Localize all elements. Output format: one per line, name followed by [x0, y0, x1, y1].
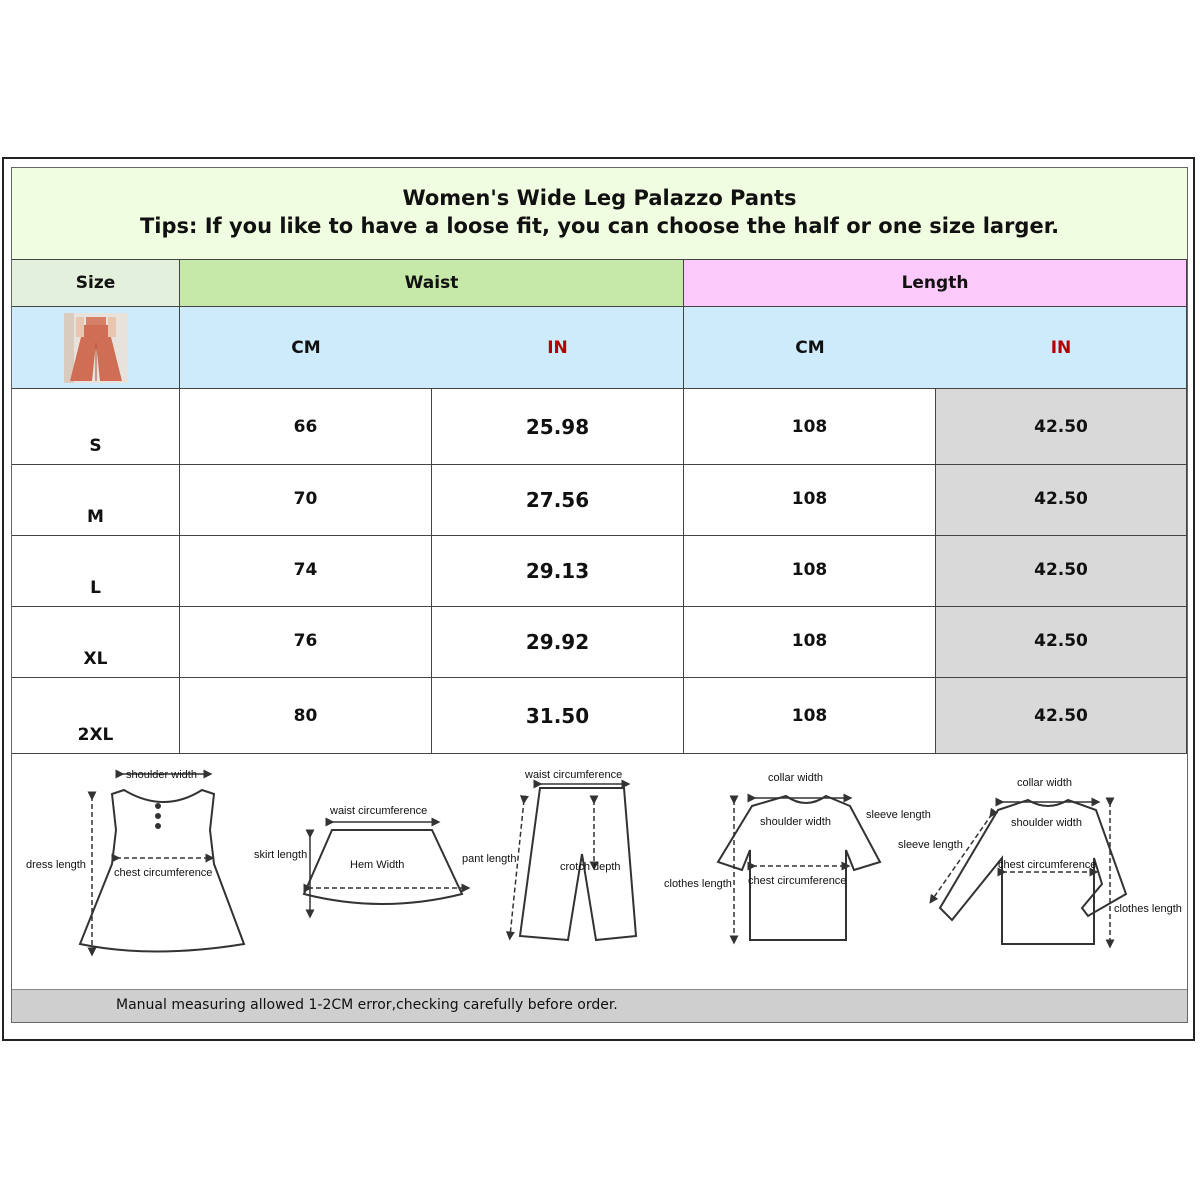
length-in-s: 42.50: [936, 389, 1187, 465]
waist-cm-xl: 76: [180, 607, 432, 678]
size-cell-s: S: [12, 389, 180, 465]
size-cell-2xl: 2XL: [12, 678, 180, 754]
length-cm-l: 108: [684, 536, 936, 607]
product-thumbnail-cell: [12, 307, 180, 389]
chart-header: [12, 168, 1187, 260]
length-cm-m: 108: [684, 465, 936, 536]
measuring-note: Manual measuring allowed 1-2CM error,checking carefully before order.: [12, 989, 1187, 1022]
label-chest-circumference-tshirt: chest circumference: [748, 875, 847, 887]
length-in-l: 42.50: [936, 536, 1187, 607]
waist-in-l: 29.13: [432, 536, 684, 607]
label-hem-width: Hem Width: [350, 859, 405, 871]
fit-tip: Tips: If you like to have a loose fit, you can choose the half or one size larger.: [139, 214, 1060, 238]
waist-in-xl: 29.92: [432, 607, 684, 678]
label-collar-width-tshirt: collar width: [768, 772, 824, 784]
waist-cm-header: CM: [180, 307, 432, 389]
label-crotch-depth: crotch depth: [560, 861, 621, 873]
label-shoulder-width-longsleeve: shoulder width: [1011, 817, 1082, 829]
size-cell-xl: XL: [12, 607, 180, 678]
length-cm-header: CM: [684, 307, 936, 389]
waist-cm-l: 74: [180, 536, 432, 607]
length-in-xl: 42.50: [936, 607, 1187, 678]
label-collar-width-longsleeve: collar width: [1017, 777, 1073, 789]
waist-cm-2xl: 80: [180, 678, 432, 754]
length-in-header: IN: [936, 307, 1187, 389]
size-cell-m: M: [12, 465, 180, 536]
waist-header: Waist: [180, 260, 684, 307]
length-header: Length: [684, 260, 1187, 307]
label-pant-length: pant length: [462, 853, 517, 865]
label-skirt-length: skirt length: [254, 849, 308, 861]
waist-cm-m: 70: [180, 465, 432, 536]
waist-cm-s: 66: [180, 389, 432, 465]
label-waist-circumference-pants: waist circumference: [525, 769, 623, 781]
length-cm-s: 108: [684, 389, 936, 465]
label-sleeve-length-longsleeve: sleeve length: [898, 839, 963, 851]
waist-in-header: IN: [432, 307, 684, 389]
label-waist-circumference-skirt: waist circumference: [330, 805, 428, 817]
length-cm-2xl: 108: [684, 678, 936, 754]
length-cm-xl: 108: [684, 607, 936, 678]
size-cell-l: L: [12, 536, 180, 607]
pants-thumbnail-image: [64, 313, 128, 383]
length-in-2xl: 42.50: [936, 678, 1187, 754]
waist-in-m: 27.56: [432, 465, 684, 536]
label-chest-circumference-longsleeve: chest circumference: [998, 859, 1097, 871]
length-in-m: 42.50: [936, 465, 1187, 536]
label-chest-circumference: chest circumference: [114, 867, 213, 879]
waist-in-2xl: 31.50: [432, 678, 684, 754]
waist-in-s: 25.98: [432, 389, 684, 465]
label-sleeve-length-tshirt: sleeve length: [866, 809, 931, 821]
label-dress-length: dress length: [26, 859, 86, 871]
label-clothes-length-tshirt: clothes length: [664, 878, 732, 890]
label-clothes-length-longsleeve: clothes length: [1114, 903, 1182, 915]
size-header: Size: [12, 260, 180, 307]
chart-title: Women's Wide Leg Palazzo Pants: [402, 186, 797, 210]
label-shoulder-width: shoulder width: [126, 769, 197, 781]
dress-diagram: [80, 774, 244, 952]
label-shoulder-width-tshirt: shoulder width: [760, 816, 831, 828]
measurement-diagrams: [12, 754, 1187, 988]
